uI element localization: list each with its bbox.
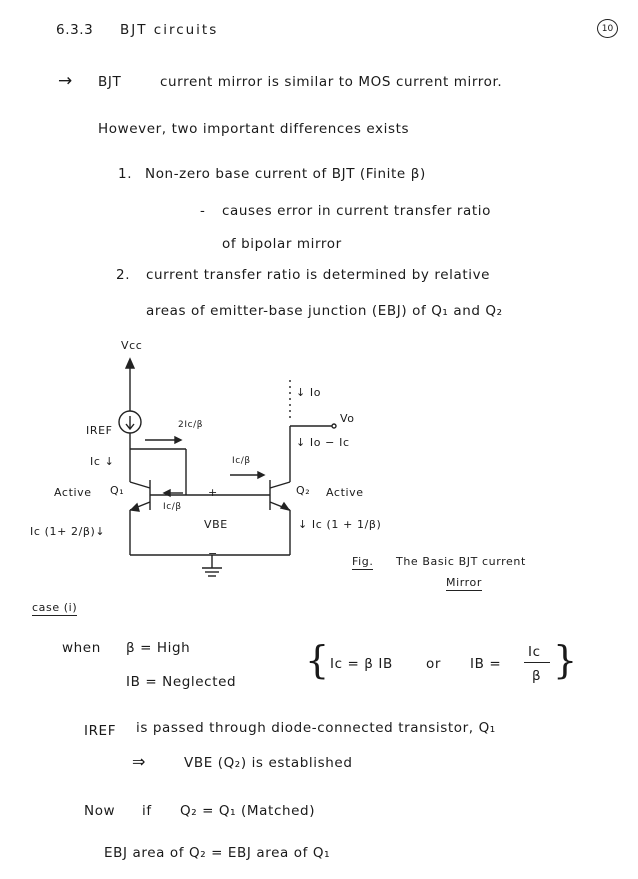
vbe-plus-label: + [208,486,218,499]
ic-over-beta-bottom-label: Ic/β [163,502,182,512]
vcc-label: Vcc [121,339,143,352]
section-number: 6.3.3 [56,22,94,38]
ic-one-plus-left-label: Ic (1+ 2/β)↓ [30,525,106,538]
ib-neglected: IB = Neglected [126,674,237,690]
section-title: BJT circuits [120,22,219,38]
io-minus-ic-label: ↓ Io − Ic [296,436,350,449]
item1-text: Non-zero base current of BJT (Finite β) [145,166,426,182]
ic-left-label: Ic ↓ [90,455,115,468]
eq-ic-beta-ib: Ic = β IB [330,656,393,672]
beta-high: β = High [126,640,191,656]
q2-label: Q₂ [296,484,311,497]
vbe-minus-label: − [208,547,218,560]
active-right-label: Active [326,486,364,499]
eq-ib-lhs: IB = [470,656,502,672]
now-label: Now [84,803,116,819]
figure-caption-fig: Fig. [352,555,374,568]
implies-arrow: ⇒ [132,752,147,771]
case-heading: case (i) [32,601,78,614]
item1-number: 1. [118,166,133,182]
item2-line-a: current transfer ratio is determined by relative [146,267,491,283]
intro-arrow: → [58,71,73,91]
item2-number: 2. [116,267,131,283]
iref-label: IREF [86,424,113,437]
matched-line: Q₂ = Q₁ (Matched) [180,803,316,819]
active-left-label: Active [54,486,92,499]
io-label: ↓ Io [296,386,322,399]
figure-caption-mirror: Mirror [446,576,483,589]
item2-line-b: areas of emitter-base junction (EBJ) of Q₁ and Q₂ [146,303,503,319]
when-label: when [62,640,101,656]
item1-sub-line-a: causes error in current transfer ratio [222,203,492,219]
q1-label: Q₁ [110,484,125,497]
figure-caption-text: The Basic BJT current [396,555,526,568]
brace-left: { [305,638,330,682]
eq-ib-numerator: Ic [528,644,541,660]
ic-over-beta-top-label: Ic/β [232,456,251,466]
iref-line-label: IREF [84,723,117,739]
item1-sub-dash: - [200,203,206,219]
vo-label: Vo [340,412,355,425]
intro-line2: However, two important differences exists [98,121,410,137]
ic-one-plus-right-label: ↓ Ic (1 + 1/β) [298,518,382,531]
intro-line1-text: current mirror is similar to MOS current mirror. [160,74,503,90]
eq-ib-denominator: β [532,668,542,684]
iref-line-text: is passed through diode-connected transistor, Q₁ [136,720,496,736]
intro-line1-bjt: BJT [98,74,122,90]
page-number-badge: 10 [597,19,618,38]
two-ic-over-beta-label: 2Ic/β [178,420,204,430]
vbe-established-line: VBE (Q₂) is established [184,755,353,771]
brace-right: } [553,638,578,682]
eq-or: or [426,656,442,672]
if-label: if [142,803,152,819]
item1-sub-line-b: of bipolar mirror [222,236,342,252]
eq-fraction-bar [524,662,550,663]
ebj-area-line: EBJ area of Q₂ = EBJ area of Q₁ [104,845,331,861]
vbe-label: VBE [204,518,228,531]
